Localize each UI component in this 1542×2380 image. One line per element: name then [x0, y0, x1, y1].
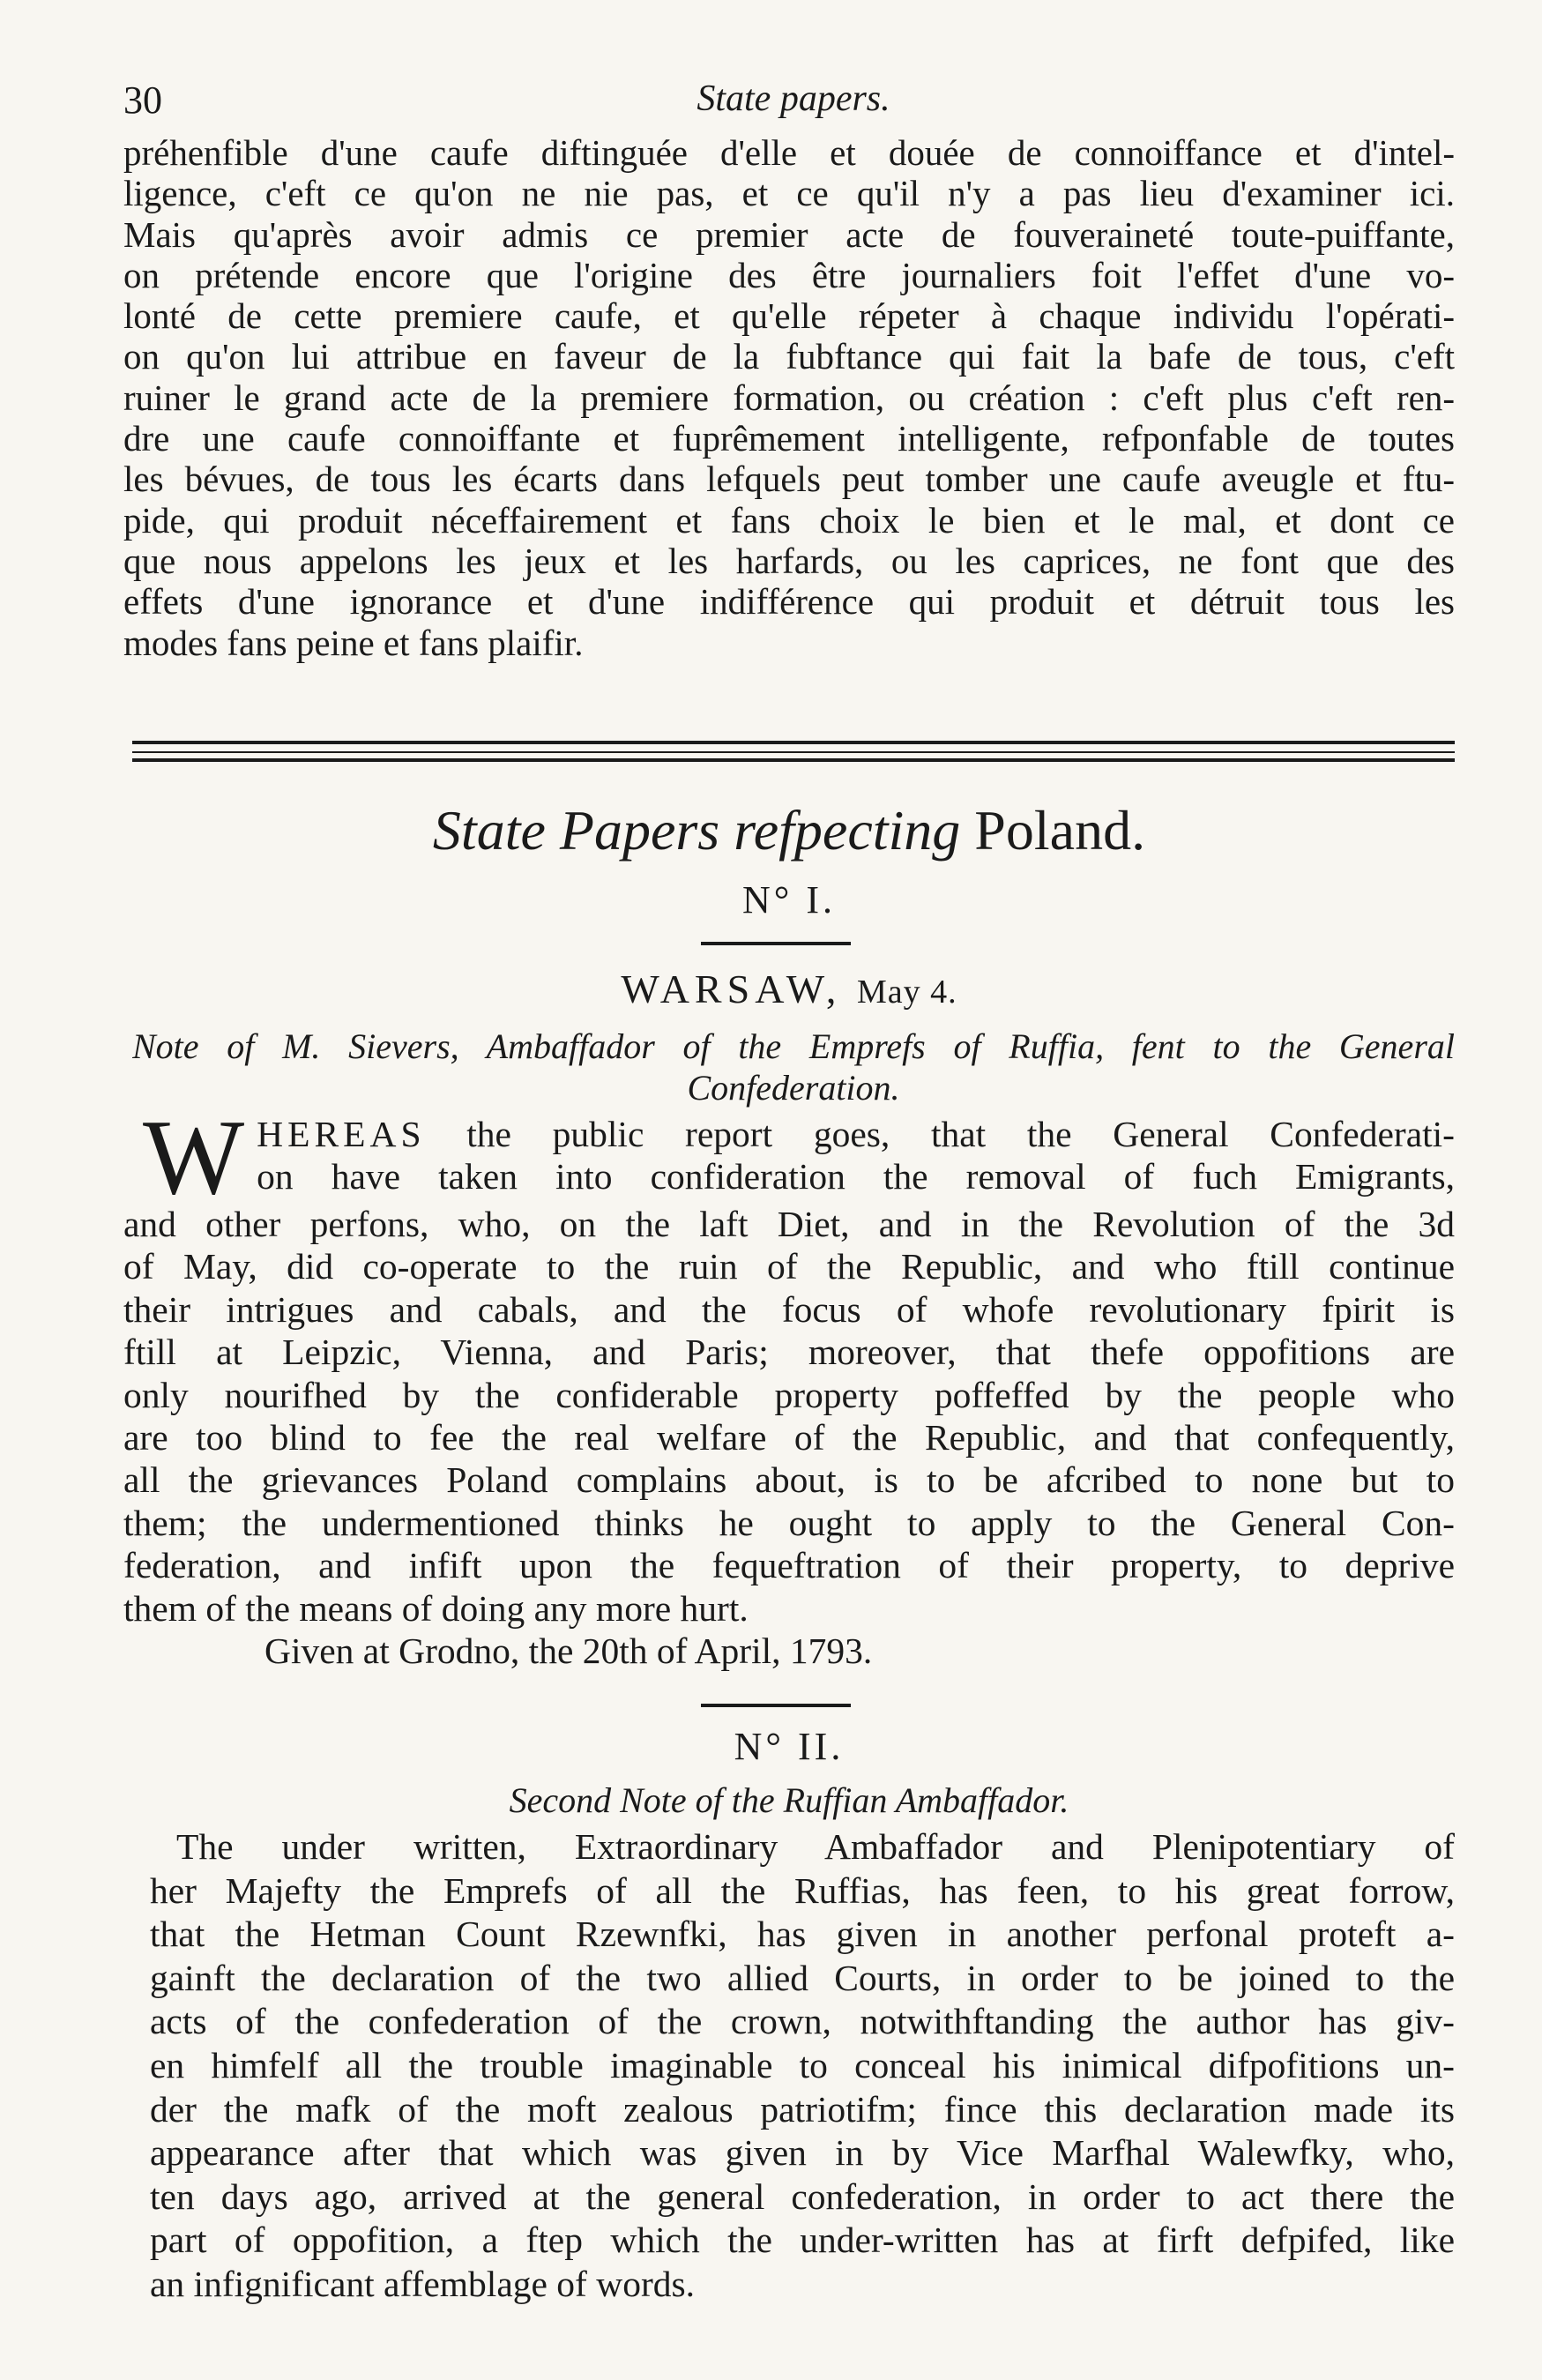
text-line: gainft the declaration of the two allied Courts, in order to be joined to the — [150, 1957, 1455, 1998]
text-line: are too blind to fee the real welfare of the Republic, and that confequently, — [123, 1417, 1455, 1459]
dateline-date: May 4. — [856, 974, 957, 1011]
text-line: The under written, Extraordinary Ambaffador and Plenipotentiary of — [176, 1826, 1455, 1867]
text-line: them; the undermentioned thinks he ought to apply to the General Con- — [123, 1502, 1455, 1543]
note-one-body — [123, 1098, 1455, 1672]
text-line: of May, did co-operate to the ruin of the Republic, and who ftill continue — [123, 1246, 1455, 1287]
note-two-body — [150, 1825, 1455, 2307]
short-divider-rule — [701, 1704, 851, 1707]
text-line: ftill at Leipzic, Vienna, and Paris; moreover, that thefe oppofitions are — [123, 1332, 1455, 1373]
text-line: her Majefty the Emprefs of all the Ruffias, has feen, to his great forrow, — [150, 1869, 1455, 1911]
text-line: pide, qui produit néceffairement et fans choix le bien et le mal, et dont ce — [123, 499, 1455, 541]
text-line: ten days ago, arrived at the general confederation, in order to act there the — [150, 2175, 1455, 2217]
text-line: on qu'on lui attribue en faveur de la fubftance qui fait la bafe de tous, c'eft — [123, 336, 1455, 377]
text-line: them of the means of doing any more hurt. — [123, 1587, 749, 1629]
text-line: their intrigues and cabals, and the focus of whofe revolutionary fpirit is — [123, 1288, 1455, 1330]
page-number: 30 — [123, 78, 162, 122]
text-line — [257, 1113, 1455, 1155]
text-line: en himfelf all the trouble imaginable to conceal his inimical difpofitions un- — [150, 2044, 1455, 2085]
text-line: an infignificant affemblage of words. — [150, 2263, 696, 2304]
short-divider-rule — [701, 942, 851, 945]
note-one-subtitle — [132, 1026, 1455, 1108]
text-line: only nourifhed by the confiderable property poffeffed by the people who — [123, 1374, 1455, 1415]
text-line: appearance after that which was given in by Vice Marfhal Walewfky, who, — [150, 2132, 1455, 2174]
text-line: federation, and infift upon the fequeftration of their property, to deprive — [123, 1545, 1455, 1586]
text-line: part of oppofition, a ftep which the under-written has at firft defpifed, like — [150, 2220, 1455, 2261]
text-line: acts of the confederation of the crown, notwithftanding the author has giv- — [150, 2001, 1455, 2042]
section-divider-rule — [132, 741, 1455, 744]
text-line: ligence, c'eft ce qu'on ne nie pas, et ce qu'il n'y a pas lieu d'examiner ici. — [123, 173, 1455, 214]
text-line: Mais qu'après avoir admis ce premier acte de fouveraineté toute-puiffante, — [123, 213, 1455, 255]
first-line-rest: the public report goes, that the General Confederati- — [466, 1114, 1455, 1154]
running-title: State papers. — [697, 78, 890, 119]
subtitle-line: Note of M. Sievers, Ambaffador of the Emprefs of Ruffia, fent to the General — [132, 1026, 1455, 1066]
section-divider-rule — [132, 758, 1455, 762]
text-line: effets d'une ignorance et d'une indifférence qui produit et détruit tous les — [123, 581, 1455, 623]
text-line: on prétende encore que l'origine des être journaliers foit l'effet d'une vo- — [123, 254, 1455, 295]
section-divider-rule-thin — [132, 751, 1455, 753]
text-line: ruiner le grand acte de la premiere formation, ou création : c'eft plus c'eft ren- — [123, 377, 1455, 418]
text-line: que nous appelons les jeux et les harfards, ou les caprices, ne font que des — [123, 540, 1455, 581]
text-line: modes fans peine et fans plaifir. — [123, 622, 584, 663]
note-number-one: N° I. — [741, 878, 837, 921]
text-line: dre une caufe connoiffante et fuprêmement intelligente, refponfable de toutes — [123, 418, 1455, 459]
french-passage — [123, 132, 1455, 663]
text-line: all the grievances Poland complains about, is to be afcribed to none but to — [123, 1459, 1455, 1501]
text-line: and other perfons, who, on the laft Diet, and in the Revolution of the 3d — [123, 1204, 1455, 1244]
note-two-subtitle: Second Note of the Ruffian Ambaffador. — [509, 1780, 1069, 1820]
section-title-roman: Poland. — [974, 799, 1146, 862]
drop-cap: W — [143, 1098, 245, 1217]
text-line: lonté de cette premiere caufe, et qu'elle répeter à chaque individu l'opérati- — [123, 295, 1455, 337]
dateline-place: WARSAW, — [621, 966, 842, 1011]
first-word: HEREAS — [257, 1114, 426, 1154]
text-line: that the Hetman Count Rzewnfki, has given in another perfonal proteft a- — [150, 1914, 1455, 1955]
text-line: der the mafk of the moft zealous patriotifm; fince this declaration made its — [150, 2088, 1455, 2130]
text-line: on have taken into confideration the removal of fuch Emigrants, — [257, 1156, 1455, 1197]
running-head — [123, 78, 1464, 131]
text-line: préhenfible d'une caufe diftinguée d'elle et douée de connoiffance et d'intel- — [123, 132, 1455, 173]
section-title — [123, 798, 1455, 863]
dateline — [123, 966, 1455, 1012]
section-title-italic: State Papers refpecting — [432, 799, 961, 862]
text-line: les bévues, de tous les écarts dans lefquels peut tomber une caufe aveugle et ftu- — [123, 459, 1455, 500]
note-number-two: N° II. — [734, 1725, 845, 1768]
subtitle-line: Confederation. — [687, 1068, 900, 1108]
note-one-signature: Given at Grodno, the 20th of April, 1793. — [264, 1630, 873, 1672]
